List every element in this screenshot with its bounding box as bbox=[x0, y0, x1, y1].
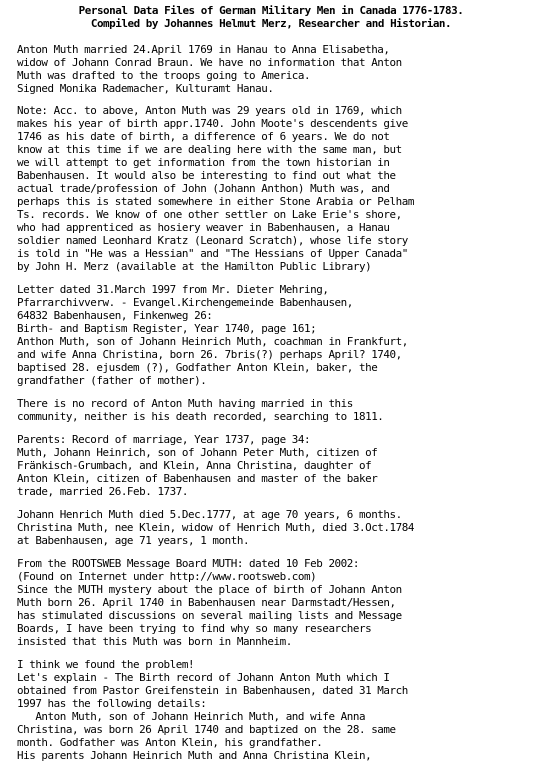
text-line: I think we found the problem! bbox=[17, 658, 195, 671]
text-line: Muth born 26. April 1740 in Babenhausen near Darmstadt/Hessen, bbox=[17, 596, 396, 609]
text-line: insisted that this Muth was born in Mannheim. bbox=[17, 635, 292, 648]
text-line: There is no record of Anton Muth having married in this bbox=[17, 397, 353, 410]
text-line: Christina Muth, nee Klein, widow of Henrich Muth, died 3.Oct.1784 bbox=[17, 521, 414, 534]
text-line: obtained from Pastor Greifenstein in Babenhausen, dated 31 March bbox=[17, 684, 408, 697]
text-line: Johann Henrich Muth died 5.Dec.1777, at age 70 years, 6 months. bbox=[17, 508, 402, 521]
paragraph-parents bbox=[17, 433, 536, 498]
text-line: by John H. Merz (available at the Hamilton Public Library) bbox=[17, 260, 372, 273]
paragraph-rootsweb bbox=[17, 557, 536, 648]
text-line: 64832 Babenhausen, Finkenweg 26: bbox=[17, 309, 213, 322]
paragraph-marriage-record bbox=[17, 43, 536, 95]
text-line: (Found on Internet under http://www.rootsweb.com) bbox=[17, 570, 317, 583]
document-title: Personal Data Files of German Military Men in Canada 1776-1783. bbox=[78, 4, 464, 17]
document-subtitle: Compiled by Johannes Helmut Merz, Researcher and Historian. bbox=[90, 17, 452, 30]
text-line: Ts. records. We know of one other settler on Lake Erie's shore, bbox=[17, 208, 402, 221]
text-line: 1997 has the following details: bbox=[17, 697, 207, 710]
document-header bbox=[0, 4, 542, 30]
text-line: Anton Muth married 24.April 1769 in Hanau to Anna Elisabetha, bbox=[17, 43, 390, 56]
text-line: His parents Johann Heinrich Muth and Anna Christina Klein, bbox=[17, 749, 372, 762]
text-line: Anton Klein, citizen of Babenhausen and master of the baker bbox=[17, 472, 378, 485]
text-line: Birth- and Baptism Register, Year 1740, page 161; bbox=[17, 322, 317, 335]
text-line: Signed Monika Rademacher, Kulturamt Hanau. bbox=[17, 82, 274, 95]
text-line: Note: Acc. to above, Anton Muth was 29 years old in 1769, which bbox=[17, 104, 402, 117]
paragraph-note bbox=[17, 104, 536, 273]
text-line: Babenhausen. It would also be interesting to find out what the bbox=[17, 169, 396, 182]
text-line: at Babenhausen, age 71 years, 1 month. bbox=[17, 534, 250, 547]
text-line: Parents: Record of marriage, Year 1737, page 34: bbox=[17, 433, 311, 446]
text-line: trade, married 26.Feb. 1737. bbox=[17, 485, 188, 498]
text-line: has stimulated discussions on several mailing lists and Message bbox=[17, 609, 402, 622]
text-line: Since the MUTH mystery about the place of birth of Johann Anton bbox=[17, 583, 402, 596]
text-line: baptised 28. ejusdem (?), Godfather Anton Klein, baker, the bbox=[17, 361, 378, 374]
text-line: month. Godfather was Anton Klein, his grandfather. bbox=[17, 736, 323, 749]
text-line: is told in "He was a Hessian" and "The Hessians of Upper Canada" bbox=[17, 247, 408, 260]
text-line: we will attempt to get information from the town historian in bbox=[17, 156, 390, 169]
text-line: widow of Johann Conrad Braun. We have no information that Anton bbox=[17, 56, 402, 69]
text-line: Letter dated 31.March 1997 from Mr. Dieter Mehring, bbox=[17, 283, 329, 296]
text-line: From the ROOTSWEB Message Board MUTH: dated 10 Feb 2002: bbox=[17, 557, 359, 570]
text-line: perhaps this is stated somewhere in either Stone Arabia or Pelham bbox=[17, 195, 414, 208]
text-line: soldier named Leonhard Kratz (Leonard Scratch), whose life story bbox=[17, 234, 408, 247]
text-line: Muth, Johann Heinrich, son of Johann Peter Muth, citizen of bbox=[17, 446, 378, 459]
text-line: Let's explain - The Birth record of Johann Anton Muth which I bbox=[17, 671, 390, 684]
paragraph-no-record bbox=[17, 397, 536, 423]
text-line: Anton Muth, son of Johann Heinrich Muth, and wife Anna bbox=[17, 710, 366, 723]
text-line: Muth was drafted to the troops going to America. bbox=[17, 69, 311, 82]
paragraph-letter bbox=[17, 283, 536, 387]
paragraph-problem bbox=[17, 658, 536, 762]
text-line: 1746 as his date of birth, a difference of 6 years. We do not bbox=[17, 130, 390, 143]
text-line: and wife Anna Christina, born 26. 7bris(?) perhaps April? 1740, bbox=[17, 348, 402, 361]
text-line: makes his year of birth appr.1740. John Moote's descendents give bbox=[17, 117, 408, 130]
text-line: know at this time if we are dealing here with the same man, but bbox=[17, 143, 402, 156]
text-line: actual trade/profession of John (Johann Anthon) Muth was, and bbox=[17, 182, 390, 195]
text-line: Anthon Muth, son of Johann Heinrich Muth, coachman in Frankfurt, bbox=[17, 335, 408, 348]
text-line: Boards, I have been trying to find why so many researchers bbox=[17, 622, 372, 635]
paragraph-deaths bbox=[17, 508, 536, 547]
text-line: community, neither is his death recorded, searching to 1811. bbox=[17, 410, 384, 423]
text-line: Fränkisch-Grumbach, and Klein, Anna Christina, daughter of bbox=[17, 459, 372, 472]
text-line: Pfarrarchivverw. - Evangel.Kirchengemeinde Babenhausen, bbox=[17, 296, 353, 309]
text-line: Christina, was born 26 April 1740 and baptized on the 28. same bbox=[17, 723, 396, 736]
text-line: who had apprenticed as hosiery weaver in Babenhausen, a Hanau bbox=[17, 221, 390, 234]
text-line: grandfather (father of mother). bbox=[17, 374, 207, 387]
